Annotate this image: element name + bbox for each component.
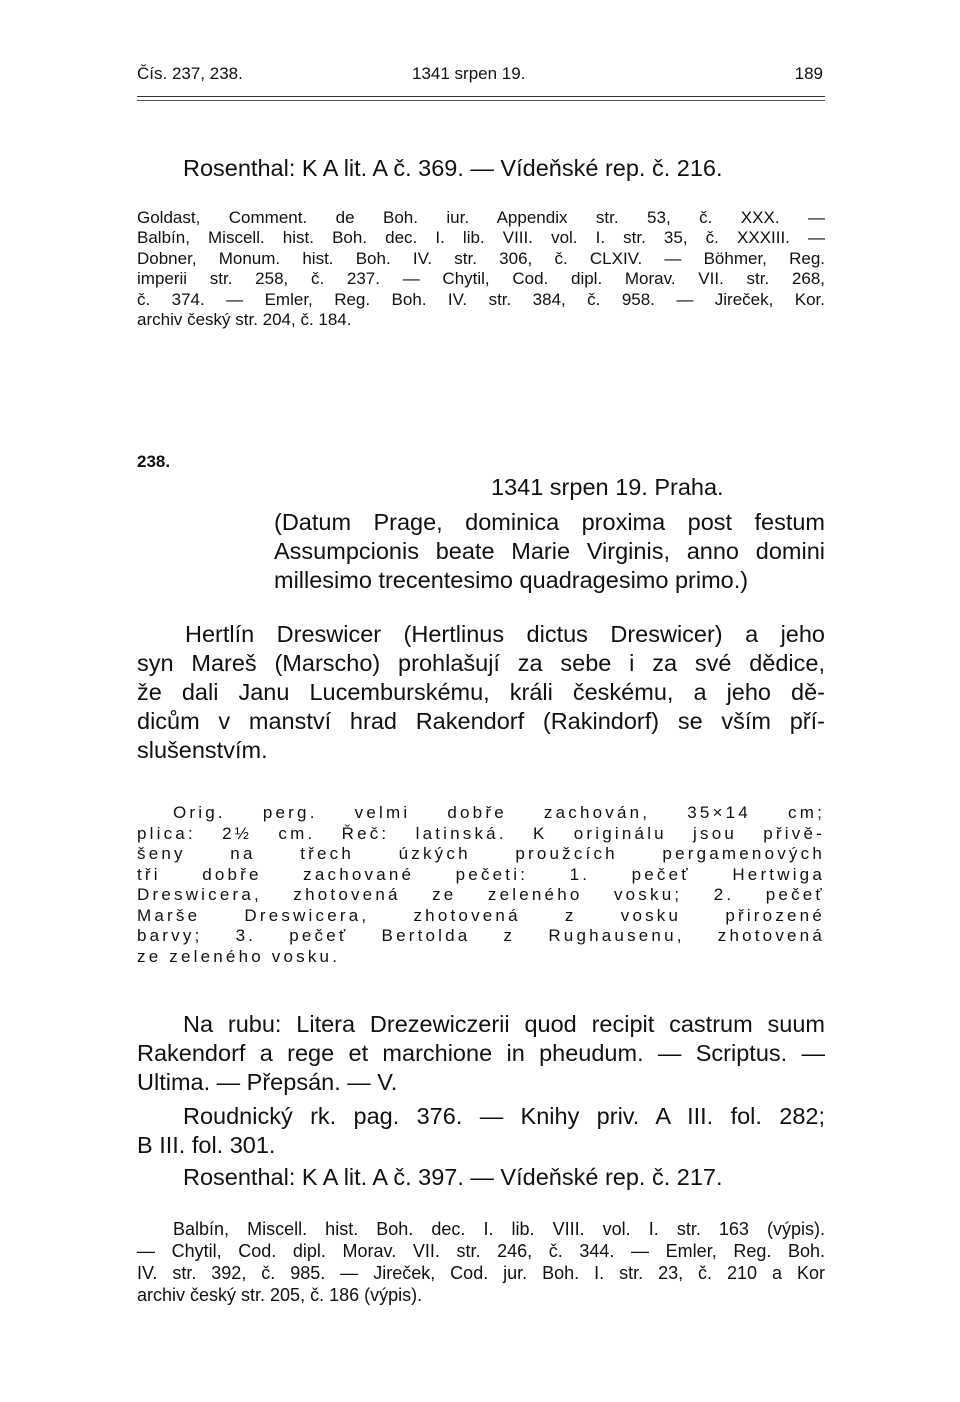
document-number: 238.: [137, 452, 171, 471]
dorsal-line: Rakendorf a rege et marchione in pheudum. — Scriptus. —: [137, 1040, 825, 1066]
description-line: tři dobře zachované pečeti: 1. pečeť Hertwiga: [137, 864, 825, 884]
document-literature: [137, 1218, 825, 1306]
sources-line: Rosenthal: K A lit. A č. 369. — Vídeňské rep. č. 216.: [183, 155, 723, 181]
literature-line: č. 374. — Emler, Reg. Boh. IV. str. 384, č. 958. — Jireček, Kor.: [137, 289, 825, 309]
original-description: [137, 803, 825, 967]
header-date: 1341 srpen 19.: [412, 64, 526, 83]
sources-line: Rosenthal: K A lit. A č. 397. — Vídeňské rep. č. 217.: [183, 1164, 723, 1190]
latin-line: (Datum Prage, dominica proxima post festum: [274, 509, 825, 535]
literature-line: Balbín, Miscell. hist. Boh. dec. I. lib. VIII. vol. I. str. 163 (výpis).: [173, 1219, 825, 1239]
previous-document-sources: [137, 154, 825, 183]
document-sources: [137, 1163, 825, 1192]
dorsal-line: Na rubu: Litera Drezewiczerii quod recipit castrum suum: [183, 1011, 825, 1037]
literature-line: imperii str. 258, č. 237. — Chytil, Cod. dipl. Morav. VII. str. 268,: [137, 269, 825, 289]
literature-line: — Chytil, Cod. dipl. Morav. VII. str. 246, č. 344. — Emler, Reg. Boh.: [137, 1241, 825, 1261]
regest-paragraph: [137, 620, 825, 765]
description-line: Orig. perg. velmi dobře zachován, 35×14 cm;: [173, 803, 825, 822]
literature-line: Goldast, Comment. de Boh. iur. Appendix str. 53, č. XXX. —: [137, 208, 825, 227]
description-line: Marše Dreswicera, zhotovená z vosku přirozené: [137, 905, 825, 925]
latin-line: Assumpcionis beate Marie Virginis, anno domini: [274, 538, 825, 564]
description-line: ze zeleného vosku.: [137, 946, 341, 966]
dorsal-note: [137, 1010, 825, 1097]
register-references: [137, 1102, 825, 1160]
regest-line: syn Mareš (Marscho) prohlašují za sebe i za své dědice,: [137, 650, 825, 676]
regest-line: slušenstvím.: [137, 737, 268, 763]
description-line: barvy; 3. pečeť Bertolda z Rughausenu, zhotovená: [137, 926, 825, 945]
page-header: [137, 60, 825, 100]
register-line: Roudnický rk. pag. 376. — Knihy priv. A III. fol. 282;: [183, 1103, 825, 1129]
register-line: B III. fol. 301.: [137, 1132, 276, 1158]
regest-line: Hertlín Dreswicer (Hertlinus dictus Dreswicer) a jeho: [185, 621, 825, 647]
header-rule: [137, 96, 825, 97]
latin-line: millesimo trecentesimo quadragesimo primo.): [274, 567, 749, 593]
header-rule-secondary: [137, 100, 825, 101]
description-line: Dreswicera, zhotovená ze zeleného vosku; 2. pečeť: [137, 885, 825, 904]
regest-line: že dali Janu Lucemburskému, králi českému, a jeho dě-: [137, 679, 825, 705]
literature-line: Dobner, Monum. hist. Boh. IV. str. 306, č. CLXIV. — Böhmer, Reg.: [137, 248, 825, 268]
header-document-numbers: Čís. 237, 238.: [137, 64, 243, 83]
regest-line: dicům v manství hrad Rakendorf (Rakindorf) se vším pří-: [137, 708, 825, 734]
description-line: šeny na třech úzkých proužcích pergamenových: [137, 844, 825, 863]
dorsal-line: Ultima. — Přepsán. — V.: [137, 1069, 398, 1095]
literature-line: archiv český str. 205, č. 186 (výpis).: [137, 1285, 423, 1305]
page-number: 189: [794, 64, 823, 83]
previous-document-literature: [137, 208, 825, 330]
literature-line: IV. str. 392, č. 985. — Jireček, Cod. jur. Boh. I. str. 23, č. 210 a Kor: [137, 1263, 825, 1283]
document-date-place: 1341 srpen 19. Praha.: [491, 474, 724, 500]
literature-line: archiv český str. 204, č. 184.: [137, 310, 352, 330]
literature-line: Balbín, Miscell. hist. Boh. dec. I. lib. VIII. vol. I. str. 35, č. XXXIII. —: [137, 228, 825, 248]
latin-date-clause: [274, 508, 825, 595]
description-line: plica: 2½ cm. Řeč: latinská. K originálu jsou přivě-: [137, 823, 825, 843]
